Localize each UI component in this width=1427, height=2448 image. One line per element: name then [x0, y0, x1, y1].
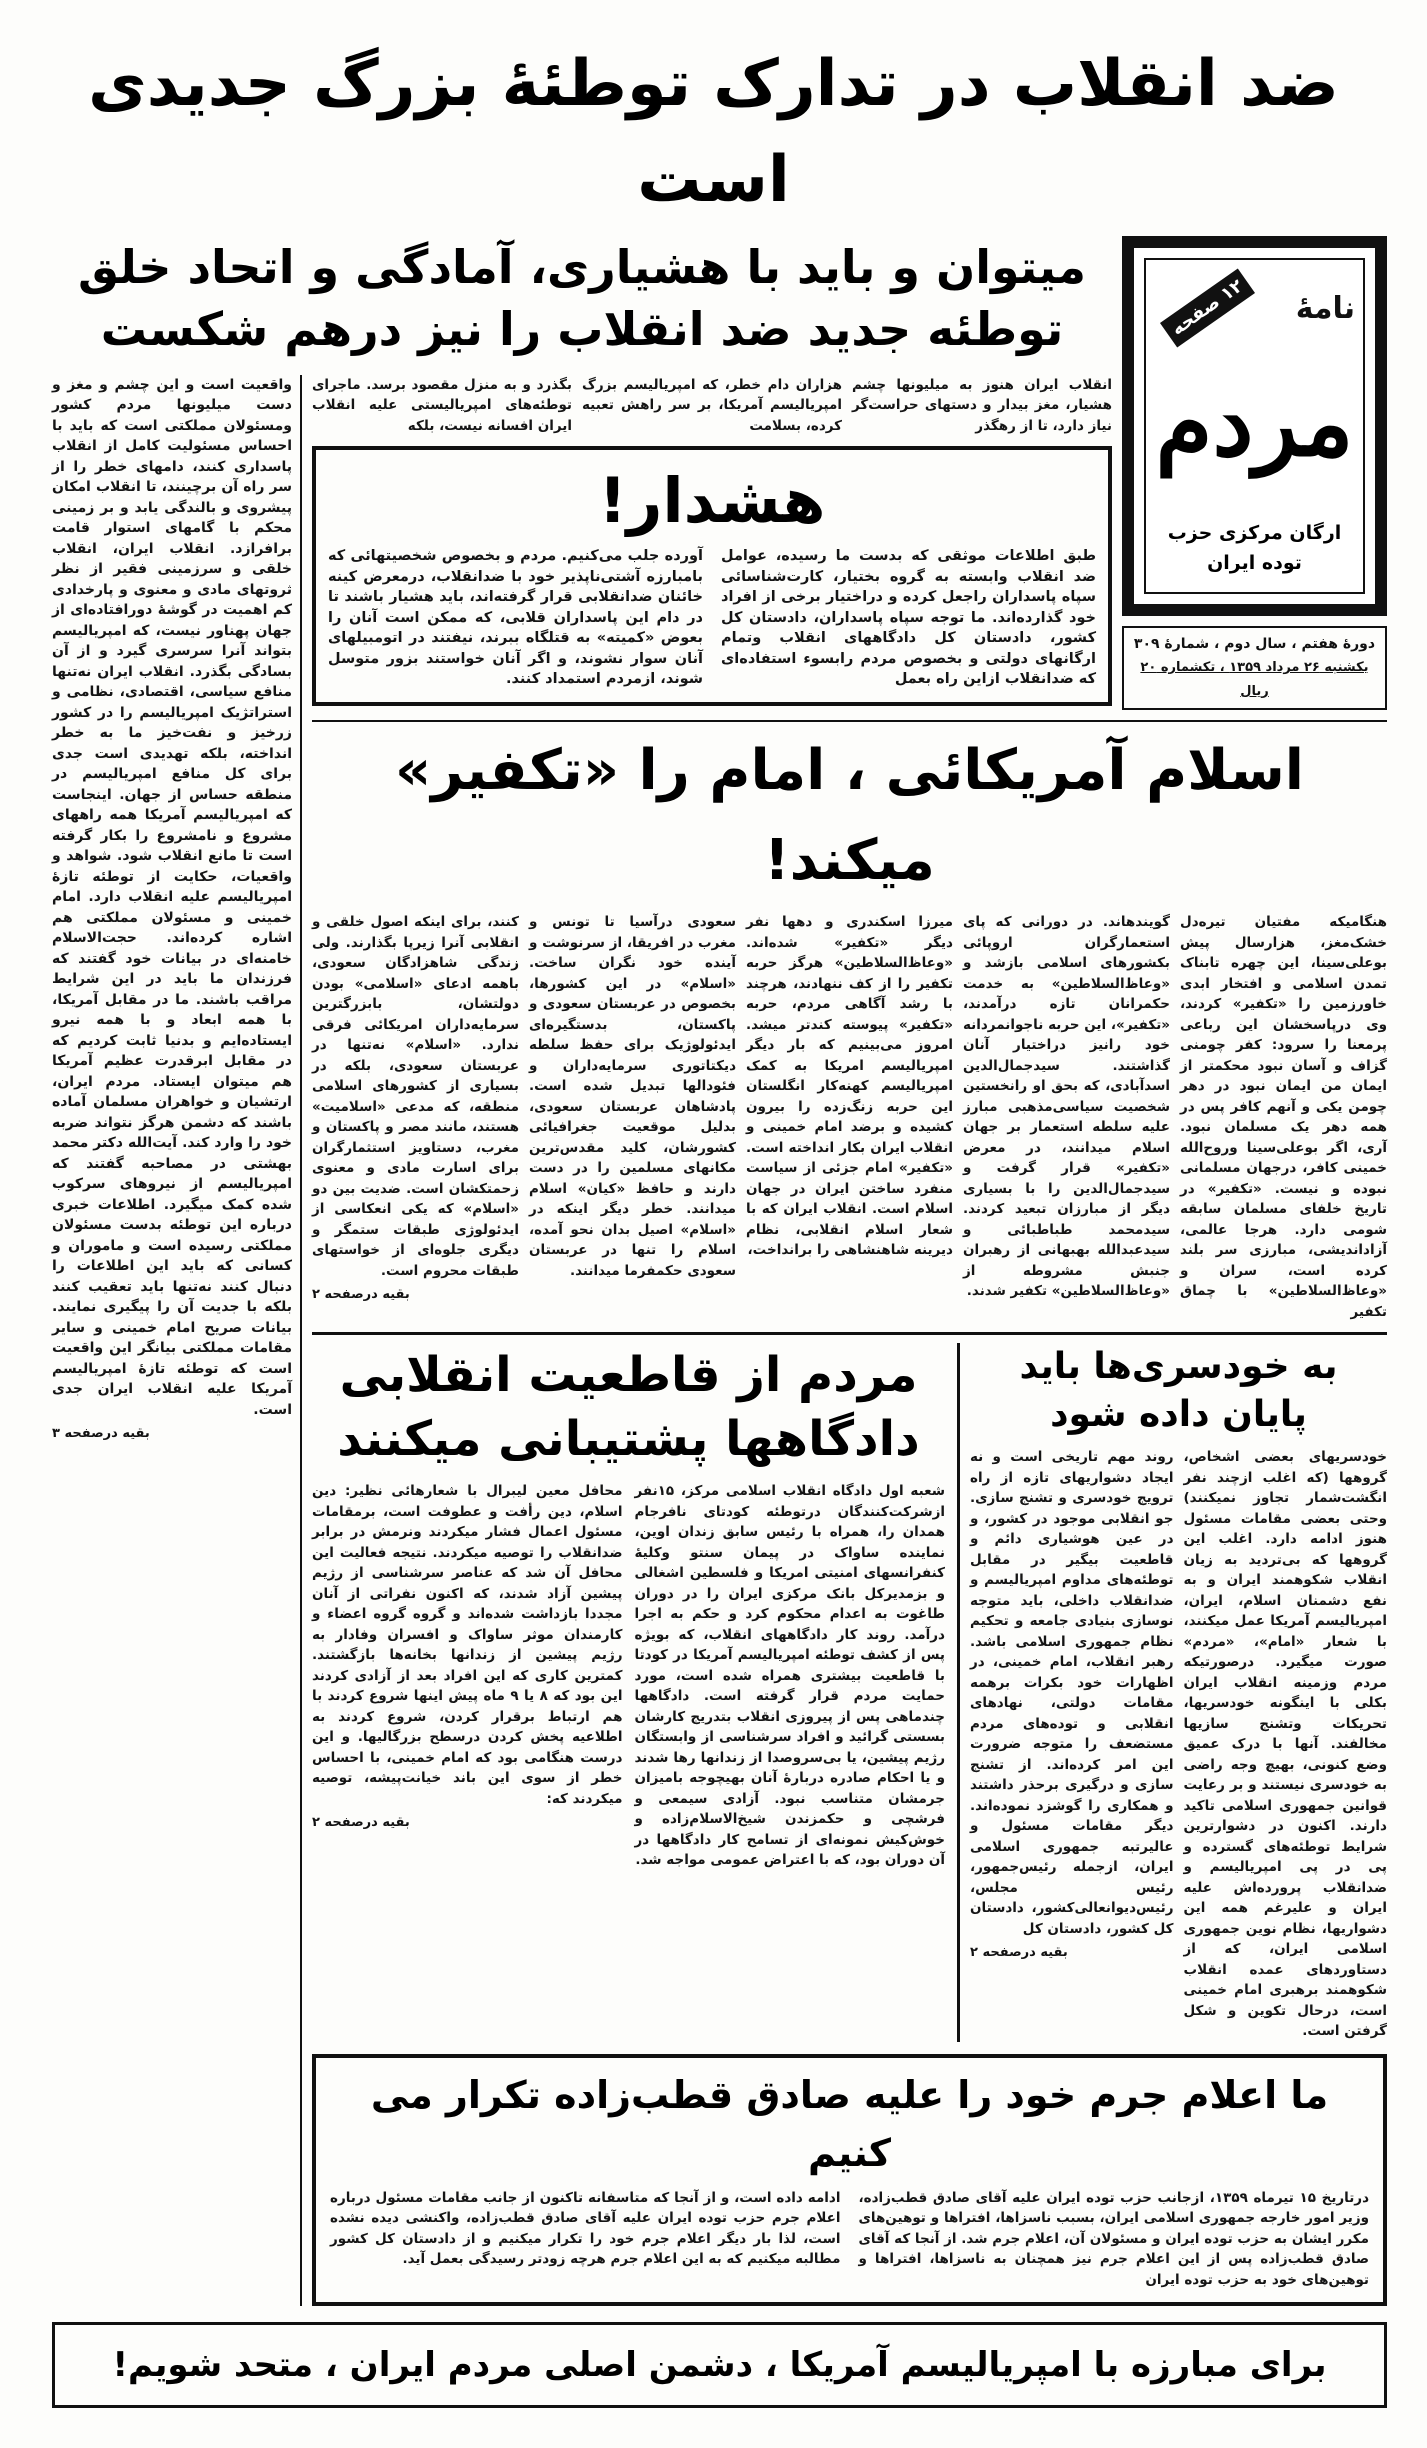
courts-col-left: محافل معین لیبرال با شعارهائی نظیر: دین اسلام، دین رأفت و عطوفت است، برمقامات مسئول اعمال فشار میکردند ونرمش در برابر ضدانقلاب را توصیه میکردند. نتیجه فعالیت این محافل آن شد که عناصر سرشناسی از رژیم پیشین آزاد شدند، که اکنون نفراتی از آنان مجددا بازداشت شده‌اند و گروه گروه اعضاء و کارمندان موثر ساواک و افسران وفادار به رژیم پیشین از زندانها بخانه‌ها بازگشتند. کمترین کاری که این افراد بعد از آزادی کردند این بود که ۸ یا ۹ ماه پیش اینها شروع کردند با هم ارتباط برقرار کردن، شروع کردند به اطلاعیه پخش کردن درسطح بزرگالیها. و این درست هنگامی بود که امام خمینی، با احساس خطر از سوی این باند خیانت‌پیشه، توصیه میکردند که: — [312, 1483, 623, 1807]
ghotbzadeh-col-left: ادامه داده است، و از آنجا که متاسفانه تاکنون از جانب مقامات مسئول درباره اعلام جرم حزب توده ایران علیه آقای صادق قطب‌زاده، واکنشی دیده نشده است، لذا بار دیگر اعلام جرم خود را تکرار میکنیم و از دادستان کل کشور مطالبه میکنیم که به این اعلام جرم هرچه زودتر رسیدگی بعمل آید. — [330, 2189, 841, 2267]
arbitrary-headline-1: به خودسری‌ها باید — [1019, 1346, 1338, 1387]
islam-headline: اسلام آمریکائی ، امام را «تکفیر» میکند! — [395, 738, 1304, 893]
masthead-pre-title: نامۀ — [1295, 290, 1355, 326]
courts-article — [312, 1343, 945, 2042]
arbitrary-col-left: روند مهم تاریخی است و نه ایجاد دشواریهای تازه از راه ترویج خودسری و تشنج سازی. جو انقلابی موجود در کشور، و در عین هوشیاری دائم و قاطعیت بیگیر در مقابل توطئه‌های مداوم امپریالیسم و ضدانقلاب داخلی، باید متوجه نوسازی بنیادی جامعه و تحکیم نظام جمهوری اسلامی باشد. رهبر انقلاب، امام خمینی، در اظهارات خود بکرات برهمه مقامات دولتی، نهادهای انقلابی و توده‌های مردم مستضعف را متوجه ضرورت این امر کرده‌اند. از تشنج سازی و درگیری برحذر داشتند و همکاری را گوشزد نموده‌اند. دیگر مقامات مسئول و عالیرتبه جمهوری اسلامی ایران، ازجمله رئیس‌جمهور، رئیس مجلس، رئیس‌دیوانعالی‌کشور، دادستان کل کشور، دادستان کل — [970, 1449, 1174, 1937]
ghotbzadeh-box — [312, 2054, 1387, 2307]
warning-title: هشدار! — [598, 464, 826, 537]
lead-left-area — [52, 375, 302, 2307]
courts-columns — [312, 1481, 945, 1871]
lead-strip — [312, 375, 1112, 437]
arbitrary-col-right: خودسریهای بعضی اشخاص، گروهها (که اغلب ازچند نفر انگشت‌شمار تجاوز نمیکنند) وحتی بعضی مقامات مسئول هنوز ادامه دارد. اغلب این گروهها که بی‌تردید به زیان انقلاب شکوهمند ایران و به نفع دشمنان اسلام، ایران، امپریالیسم آمریکا عمل میکنند، با شعار «امام»، «مردم» صورت میگیرد. درصورتیکه مردم وزمینه انقلاب ایران بکلی با اینگونه خودسریها، تحریکات وتشنج سازیها مخالفند. آنها با درک عمیق وضع کنونی، بهیچ وجه راضی به خودسری نیستند و بر رعایت قوانین جمهوری اسلامی تاکید دارند. اکنون در دشوارترین شرایط توطئه‌های گسترده و پی در پی امپریالیسم و ضدانقلاب پرورده‌اش علیه ایران و علیرغم همه این دشواریها، نظام نوین جمهوری اسلامی ایران، که از دستاوردهای عمده انقلاب شکوهمند برهبری امام خمینی است، درحال تکوین و شکل گرفتن است. — [1183, 1449, 1387, 2039]
islam-col-3: میرزا اسکندری و دهها نفر دیگر «تکفیر» شده‌اند. «وعاظ‌السلاطین» هرگز حربه تکفیر را از کف ننهادند، هرچند با رشد آگاهی مردم، حربه «تکفیر» پیوسته کندتر میشد. امروز می‌بینیم که بار دیگر امپریالیسم امریکا به کمک امپریالیسم کهنه‌کار انگلستان این حربه زنگ‌زده را بیرون کشیده و برضد امام خمینی و انقلاب ایران بکار انداخته است. «تکفیر» امام جزئی از سیاست منفرد ساختن ایران در جهان اسلام است. انقلاب ایران که با شعار اسلام انقلابی، نظام دیرینه شاهنشاهی را برانداخت، — [746, 914, 953, 1258]
lead-subhead-1: میتوان و باید با هشیاری، آمادگی و اتحاد خلق — [78, 240, 1086, 294]
arbitrary-headline-2: پایان داده شود — [1050, 1394, 1307, 1435]
courts-headline-1: مردم از قاطعیت انقلابی — [339, 1347, 918, 1403]
ghotbzadeh-columns — [330, 2188, 1369, 2291]
courts-col-left-wrap — [312, 1481, 623, 1871]
lower-grid — [312, 1343, 1387, 2306]
islam-continued-label: بقیه درصفحه ۲ — [312, 1287, 410, 1302]
footer-slogan: برای مبارزه با امپریالیسم آمریکا ، دشمن اصلی مردم ایران ، متحد شویم! — [112, 2345, 1327, 2385]
masthead-area — [1122, 236, 1387, 710]
arbitrary-article — [957, 1343, 1387, 2042]
warning-col-left: آورده جلب می‌کنیم. مردم و بخصوص شخصیتهائی که بامبارزه آشتی‌ناپذیر خود با ضدانقلاب، درمعرض کینه خائنان ضدانقلابی قرار گرفته‌اند، باید هشیار باشند تا در دام این پاسداران قلابی، که ممکن است آنان را بعوض «کمیته» به قتلگاه ببرند، نیفتند در اتومبیلهای آنان سوار نشوند، و اگر آنان خواستند بزور متوسل شوند، ازمردم استمداد کنند. — [328, 548, 703, 687]
islam-col-4: سعودی درآسیا تا تونس و مغرب در افریقا، از سرنوشت و آینده خود نگران ساخت. «اسلام» در این کشورها، بخصوص در عربستان سعودی و پاکستان، بدستگیره‌ای ایدئولوژیک برای حفظ سلطه دیکتاتوری سرمایه‌داران و فئودالها تبدیل شده است. پادشاهان عربستان سعودی، بدلیل موقعیت جغرافیائی کشورشان، کلید مقدس‌ترین مکانهای مسلمین را در دست دارند و حافظ «کیان» اسلام میدانند. خطر دیگر اینکه در «اسلام» اصیل بدان نحو آمده، اسلام را تنها در عربستان سعودی حکمفرما میدانند. — [529, 914, 736, 1279]
arbitrary-col-left-wrap — [970, 1447, 1174, 2042]
masthead — [1122, 236, 1387, 616]
islam-columns — [312, 912, 1387, 1322]
islam-col-5-wrap — [312, 912, 519, 1322]
arbitrary-continued-label: بقیه درصفحه ۲ — [970, 1945, 1068, 1960]
ghotbzadeh-headline: ما اعلام جرم خود را علیه صادق قطب‌زاده تکرار می کنیم — [370, 2072, 1329, 2175]
masthead-subtitle: ارگان مرکزی حزب توده ایران — [1167, 522, 1342, 574]
warning-col-right: طبق اطلاعات موثقی که بدست ما رسیده، عوامل ضد انقلاب وابسته به گروه بختیار، کارت‌شناسائی سپاه پاسداران راجعل کرده و دراختیار برخی از افراد خود گذارده‌اند. ما توجه سپاه پاسداران، دادستان کل کشور، دادستان کل دادگاههای انقلاب وتمام ارگانهای دولتی و بخصوص مردم رابسوء استفاده‌ای که ضدانقلاب ازاین راه بعمل — [721, 548, 1096, 687]
arbitrary-columns — [970, 1447, 1387, 2042]
lead-headline: ضد انقلاب در تدارک توطئۀ بزرگ جدیدی است — [88, 47, 1339, 217]
lead-strip-col-3: بگذرد و به منزل مقصود برسد. ماجرای توطئه‌های امپریالیستی علیه انقلاب ایران افسانه نیست، بلکه — [312, 376, 572, 434]
warning-box — [312, 446, 1112, 706]
islam-col-5: کنند، برای اینکه اصول خلقی و انقلابی آنرا زیرپا بگذارند. ولی زندگی شاهزادگان سعودی، باهمه ادعای «اسلامی» بودن دولتشان، بابزرگترین سرمایه‌داران امریکائی فرقی ندارد. «اسلام» نه‌تنها در عربستان سعودی، بلکه در بسیاری از کشورهای اسلامی منطقه، که مدعی «اسلامیت» هستند، مانند مصر و پاکستان و مغرب، دستاویز استثمارگران برای اسارت مادی و معنوی زحمتکشان است. ضدیت بین دو «اسلام» که یکی انعکاسی از ایدئولوژی طبقات ستمگر و دیگری جلوه‌ای از خواستهای طبقات محروم است. — [312, 914, 519, 1279]
courts-continued-label: بقیه درصفحه ۲ — [312, 1815, 410, 1830]
footer-banner — [52, 2322, 1387, 2408]
masthead-title: مردم — [1155, 369, 1354, 477]
courts-headline-2: دادگاهها پشتیبانی میکنند — [337, 1411, 920, 1467]
pages-badge: ۱۲ صفحه — [1160, 268, 1255, 347]
islam-col-2: گویندهاند. در دورانی که پای استعمارگران اروپائی بکشورهای اسلامی بازشد و «وعاظ‌السلاطین» به خدمت حکمرانان تازه درآمدند، «تکفیر»، این حربه ناجوانمردانه خود رانیز دراختیار آنان گذاشتند. سیدجمال‌الدین اسدآبادی، که بحق او رانخستین شخصیت سیاسی‌مذهبی مبارز علیه سلطه استعمار بر جهان اسلام میدانند، در معرض «تکفیر» قرار گرفت و سیدجمال‌الدین را با بسیاری دیگر از مبارزان تبعید کردند. سیدمحمد طباطبائی و سیدعبدالله بهبهانی از رهبران جنبش مشروطه از «وعاظ‌السلاطین» تکفیر شدند. — [963, 914, 1170, 1299]
lead-continued-label: بقیه درصفحه ۳ — [52, 1426, 150, 1441]
lower-section — [312, 1332, 1387, 2306]
date-line: یکشنبه ۲۶ مرداد ۱۳۵۹ ، تکشماره ۲۰ ریال — [1140, 660, 1369, 699]
ghotbzadeh-col-right: درتاریخ ۱۵ تیرماه ۱۳۵۹، ازجانب حزب توده ایران علیه آقای صادق قطب‌زاده، وزیر امور خارجه جمهوری اسلامی ایران، بسبب ناسزاها، افتراها و توهین‌های مکرر ایشان به حزب توده ایران و مسئولان آن، اعلام جرم شد. از آنجا که آقای صادق قطب‌زاده پس از این اعلام جرم نیز همچنان به ناسزاها، افتراها و توهین‌های خود به حزب توده ایران — [858, 2189, 1370, 2288]
lead-subhead-2: توطئه جدید ضد انقلاب را نیز درهم شکست — [100, 302, 1064, 356]
page-grid — [40, 236, 1387, 2408]
islam-col-1: هنگامیکه مفتیان تیره‌دل خشک‌مغز، هزارسال پیش بوعلی‌سینا، این چهره تابناک تمدن اسلامی و افتخار ابدی خاورزمین را «تکفیر» کردند، وی درپاسخشان این رباعی پرمعنا را سرود: کفر چومنی گزاف و آسان نبود محکمتر از ایمان من ایمان نبود در دهر چومن یکی و آنهم کافر پس در همه دهر یک مسلمان نبود. آری، اگر بوعلی‌سینا وروح‌الله خمینی کافر، درجهان مسلمانی نبوده و نیست. «تکفیر» در تاریخ خلفای مسلمان سابقه شومی دارد. هرجا عالمی، آزاداندیشی، مبارزی سر بلند کرده است، سران و «وعاظ‌السلاطین» با چماق تکفیر — [1180, 914, 1387, 1320]
islam-article — [312, 720, 1387, 1322]
lead-strip-col-1: انقلاب ایران هنوز به میلیونها چشم هشیار، مغز بیدار و دستهای حراست‌گر نیاز دارد، تا از رهگذر — [852, 376, 1112, 434]
lead-subheads — [52, 236, 1112, 365]
lead-strip-col-2: هزاران دام خطر، که امپریالیسم بزرگ امپریالیسم آمریکا، بر سر راهش تعبیه کرده، بسلامت — [582, 376, 842, 434]
issue-line: دورۀ هفتم ، سال دوم ، شمارۀ ۳۰۹ — [1133, 636, 1376, 652]
issue-info-box — [1122, 626, 1387, 710]
lead-left-column: واقعیت است و این چشم و مغز و دست میلیونها مردم کشور ومسئولان مملکتی است که باید با احساس مسئولیت کامل از انقلاب پاسداری کنند، دامهای خطر را از سر راه آن برچینند، تا انقلاب امکان پیشروی و بالندگی یابد و بر زمینی محکم با گامهای استوار قامت برافرازد. انقلاب ایران، انقلاب خلقی و سرزمینی فقیر از نظر ثروتهای مادی و معنوی و پارخدادی کم اهمیت در گوشۀ دورافتاده‌ای از جهان پهناور نیست، که امپریالیسم بتواند آنرا سرسری گیرد و از آن بسادگی بگذرد. انقلاب ایران نه‌تنها منافع سیاسی، اقتصادی، نظامی و استراتژیک امپریالیسم را در کشور زرخیز و نفت‌خیز ما به خطر انداخته، بلکه تهدیدی است جدی برای کل منافع امپریالیسم در منطقه حساس از جهان. اینجاست که امپریالیسم آمریکا همه راههای مشروع و نامشروع را بکار گرفته است تا مانع انقلاب شود. شواهد و واقعیات، حکایت از توطئه تازۀ امپریالیسم علیه انقلاب دارد. امام خمینی و مسئولان مملکتی هم اشاره کرده‌اند. حجت‌الاسلام خامنه‌ای در بیانات خود گفتند که فرزندان ما باید در این شرایط مراقب باشند. ما در مقابل آمریکا، با همه ابعاد و با همه نیرو ایستاده‌ایم و بدنیا ثابت کردیم که در مقابل ابرقدرت عظیم آمریکا هم میتوان ایستاد. مردم ایران، ارتشیان و خواهران مسلمان آماده باشند که دشمن هرگز نتواند ضربه خود را وارد کند. آیت‌الله دکتر محمد بهشتی در مصاحبه گفتند که امپریالیسم از نیروهای سرکوب شده کمک میگیرد. اطلاعات خبری درباره این توطئه بدست مسئولان مملکتی رسیده است و ماموران و کسانی که باید این اطلاعات را دنبال کنند نه‌تنها باید تعقیب کنند بلکه با جدیت آن را پیگیری نمایند. بیانات صریح امام خمینی و سایر مقامات مملکتی بیانگر این واقعیت است که توطئه تازۀ امپریالیسم آمریکا علیه انقلاب ایران جدی است. — [52, 376, 292, 1418]
courts-col-right: شعبه اول دادگاه انقلاب اسلامی مرکز، ۱۵نفر ازشرکت‌کنندگان درتوطئه کودتای نافرجام همدان را، همراه با رئیس سابق زندان اوین، نماینده ساواک در پیمان سنتو وکلیۀ کنفرانسهای امنیتی امریکا و فلسطین اشغالی و بزمدیرکل بانک مرکزی ایران را در دوران طاغوت به اعدام محکوم کرد و حکم به اجرا درآمد. روند کار دادگاههای انقلاب، که بویژه پس از کشف توطئه امپریالیسم آمریکا در کودتا با قاطعیت بیشتری همراه شده است، مورد حمایت مردم قرار گرفته است. دادگاهها چندماهی پس از پیروزی انقلاب بتدریج کارشان بسستی گرائید و افراد سرشناسی از وابستگان رژیم پیشین، یا بی‌سروصدا از زندانها رها شدند و یا احکام صادره دربارۀ آنان بهیچوجه باميزان جرمشان متناسب نبود. آزادی سیمعی و فرشچی و حکمزندن شیخ‌الاسلام‌زاده و خوش‌کیش نمونه‌ای از تسامح کار دادگاهها در آن دوران بود، که با اعتراض عمومی مواجه شد. — [634, 1483, 945, 1868]
lead-middle — [312, 375, 1112, 711]
masthead-inner-frame — [1144, 258, 1365, 594]
masthead-top-row — [1154, 268, 1355, 348]
warning-columns — [328, 546, 1096, 690]
